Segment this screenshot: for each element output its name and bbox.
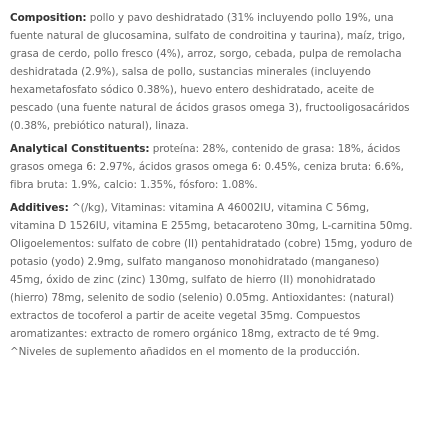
additives-section (10, 199, 415, 361)
composition-section (10, 9, 415, 135)
additives-text: ^(/kg), Vitaminas: vitamina A 46002IU, vitamina C 56mg, vitamina D 1526IU, vitamina E 255mg, betacaroteno 30mg, L-carnitina 50mg. Oligoelementos: sulfato de cobre (II) pentahidratado (cobre) 15mg, yoduro de potasio (yodo) 2.9mg, sulfato manganoso monohidratado (manganeso) 45mg, óxido de zinc (zinc) 130mg, sulfato de hierro (II) monohidratado (hierro) 78mg, selenito de sodio (selenio) 0.05mg. Antioxidantes: (natural) extractos de tocoferol a partir de aceite vegetal 35mg. Compuestos aromatizantes: extracto de romero orgánico 18mg, extracto de té 9mg. ^Niveles de suplemento añadidos en el momento de la producción. (10, 202, 413, 358)
analytical-constituents-text: proteína: 28%, contenido de grasa: 18%, ácidos grasos omega 6: 2.97%, ácidos grasos omega 6: 0.45%, ceniza bruta: 6.6%, fibra bruta: 1.9%, calcio: 1.35%, fósforo: 1.08%. (10, 143, 404, 191)
analytical-constituents-label: Analytical Constituents: (10, 143, 150, 155)
composition-label: Composition: (10, 12, 87, 24)
analytical-constituents-section (10, 140, 415, 194)
composition-text: pollo y pavo deshidratado (31% incluyendo pollo 19%, una fuente natural de glucosamina, sulfato de condroitina y taurina), maíz, trigo, grasa de cerdo, pollo fresco (4%), arroz, sorgo, cebada, pulpa de remolacha deshidratada (2.9%), salsa de pollo, sustancias minerales (incluyendo hexametafosfato sódico 0.38%), huevo entero deshidratado, aceite de pescado (una fuente natural de ácidos grasos omega 3), fructooligosacáridos (0.38%, prebiótico natural), linaza. (10, 12, 410, 132)
additives-label: Additives: (10, 202, 69, 214)
